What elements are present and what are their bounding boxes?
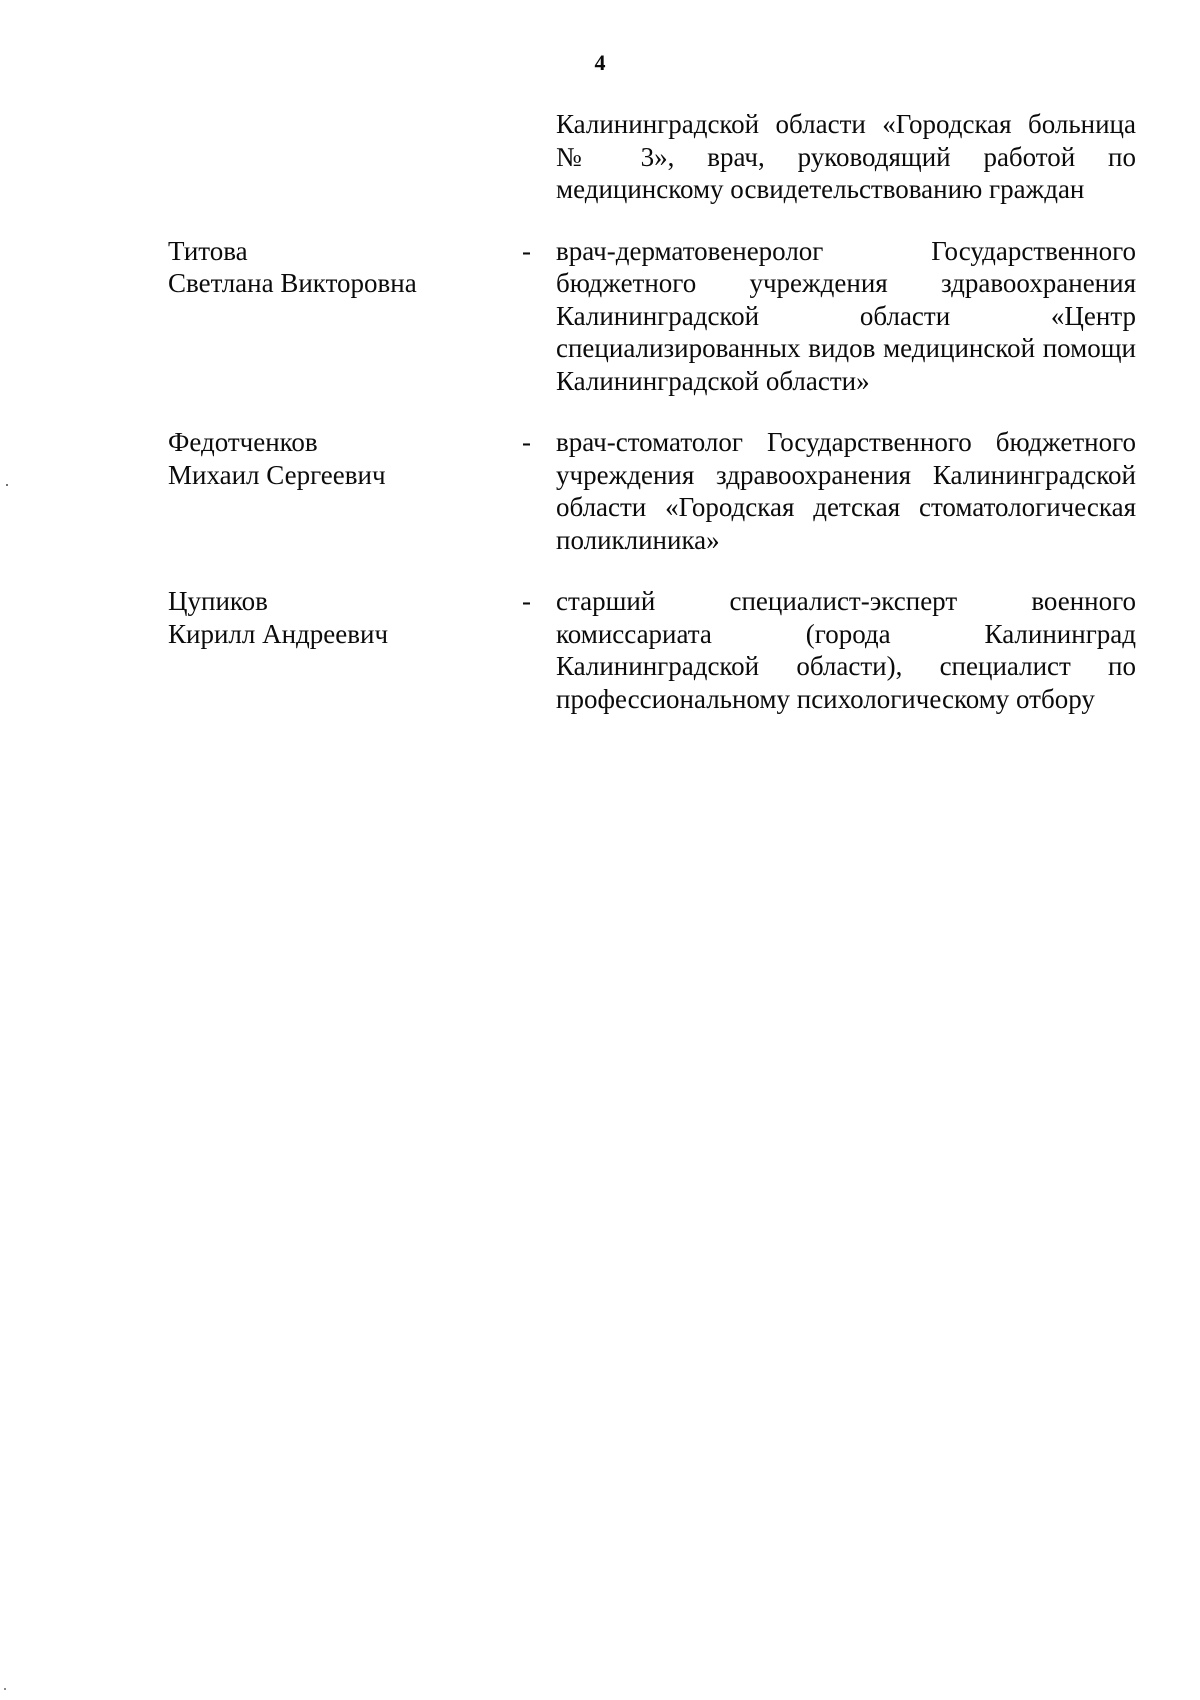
member-name — [168, 585, 508, 650]
member-surname: Цупиков — [168, 586, 268, 616]
scan-speck — [4, 1688, 6, 1690]
continuation-entry — [0, 108, 1200, 206]
commission-member-list — [0, 108, 1200, 715]
member-given-names: Светлана Викторовна — [168, 268, 417, 298]
member-given-names: Михаил Сергеевич — [168, 459, 386, 490]
member-dash: - — [522, 235, 531, 266]
member-position: врач-дерматовенеролог Государственного бюджетного учреждения здравоохранения Калининградской области «Центр специализированных видов медицинской помощи Калининградской области» — [556, 235, 1136, 396]
member-entry — [0, 426, 1200, 556]
member-name — [168, 235, 508, 300]
member-position: врач-стоматолог Государственного бюджетного учреждения здравоохранения Калининградской области «Городская детская стоматологическая поликлиника» — [556, 427, 1136, 555]
member-dash: - — [522, 427, 531, 457]
page-number: 4 — [594, 50, 606, 75]
member-dash: - — [522, 586, 531, 616]
member-surname: Титова — [168, 235, 248, 266]
member-given-names: Кирилл Андреевич — [168, 618, 389, 649]
member-entry — [0, 235, 1200, 398]
member-name — [168, 426, 508, 491]
scan-speck — [6, 484, 8, 486]
continuation-text: Калининградской области «Городская больница № 3», врач, руководящий работой по медицинскому освидетельствованию граждан — [556, 109, 1136, 204]
member-entry — [0, 585, 1200, 715]
member-position: старший специалист-эксперт военного комиссариата (города Калининград Калининградской области), специалист по профессиональному психологическому отбору — [556, 586, 1136, 714]
member-surname: Федотченков — [168, 427, 318, 457]
